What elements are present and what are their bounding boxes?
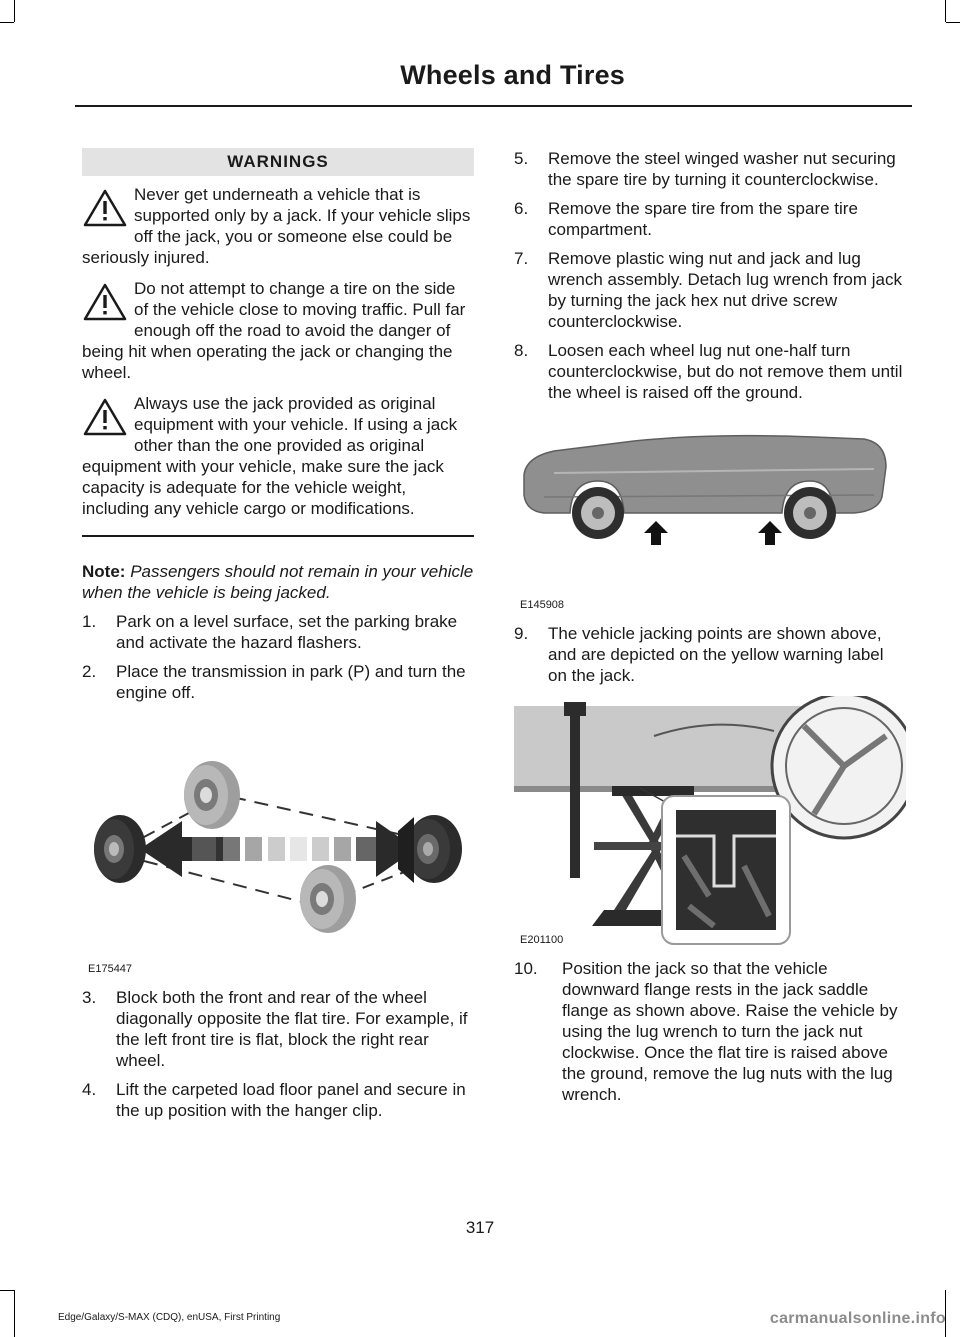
footer-edition: Edge/Galaxy/S-MAX (CDQ), enUSA, First Printing: [58, 1312, 281, 1323]
warning-item: [82, 184, 474, 268]
page-title: Wheels and Tires: [400, 60, 625, 90]
figure-code: E201100: [520, 934, 564, 946]
jack-position-figure: [514, 696, 906, 950]
crop-mark: [946, 22, 960, 23]
wheel-blocking-illustration: [82, 719, 474, 979]
crop-mark: [0, 1290, 14, 1291]
warning-text: Never get underneath a vehicle that is supported only by a jack. If your vehicle slips off the jack, you or someone else could be seriously injured.: [82, 185, 471, 267]
step-item: 1. Park on a level surface, set the parking brake and activate the hazard flashers.: [82, 611, 458, 652]
jacking-points-figure: [514, 415, 906, 615]
figure-code: E175447: [88, 962, 133, 975]
figure-code: E145908: [520, 599, 565, 611]
jack-illustration: [514, 696, 906, 950]
header-rule: [75, 105, 912, 107]
left-column: [82, 148, 474, 1121]
note-paragraph: [82, 561, 474, 603]
note-text: Passengers should not remain in your vehicle when the vehicle is being jacked.: [82, 561, 474, 602]
crop-mark: [14, 0, 15, 22]
page-number: 317: [465, 1218, 495, 1237]
steps-list-right-2: [514, 623, 906, 686]
steps-list-right-1: [514, 148, 906, 403]
crop-mark: [945, 0, 946, 22]
wheel-blocking-figure: [82, 719, 474, 979]
warning-item: [82, 393, 474, 519]
warnings-end-rule: [82, 535, 474, 537]
step-item: 8. Loosen each wheel lug nut one-half turn counterclockwise, but do not remove them until the wheel is raised off the ground.: [514, 341, 903, 402]
note-label: Note:: [82, 561, 126, 581]
step-item: 6. Remove the spare tire from the spare tire compartment.: [514, 199, 858, 239]
warning-triangle-icon: [82, 282, 128, 322]
warnings-heading: WARNINGS: [82, 148, 474, 176]
step-item: 3. Block both the front and rear of the wheel diagonally opposite the flat tire. For example, if the left front tire is flat, block the right rear wheel.: [82, 987, 468, 1070]
step-item: 9. The vehicle jacking points are shown above, and are depicted on the yellow warning label on the jack.: [514, 624, 884, 685]
crop-mark: [0, 22, 14, 23]
step-item: 7. Remove plastic wing nut and jack and lug wrench assembly. Detach lug wrench from jack by turning the jack hex nut drive screw counterclockwise.: [514, 249, 902, 331]
steps-list-left-2: [82, 987, 474, 1121]
step-item: 5. Remove the steel winged washer nut securing the spare tire by turning it counterclockwise.: [514, 149, 896, 189]
warning-text: Always use the jack provided as original equipment with your vehicle. If using a jack other than the one provided as original equipment with your vehicle, make sure the jack capacity is adequate for the vehicle weight, including any vehicle cargo or modifications.: [82, 394, 458, 518]
steps-list-left-1: [82, 611, 474, 703]
right-column: [514, 148, 906, 1105]
step-item: 2. Place the transmission in park (P) and turn the engine off.: [82, 661, 466, 702]
crop-mark: [14, 1290, 15, 1337]
warning-triangle-icon: [82, 188, 128, 228]
step-item: 10. Position the jack so that the vehicle downward flange rests in the jack saddle flange as shown above. Raise the vehicle by using the lug wrench to turn the jack nut clockwise. Once the flat tire is raised above the ground, remove the lug nuts with the lug wrench.: [514, 959, 898, 1104]
steps-list-right-3: [514, 958, 906, 1105]
warning-triangle-icon: [82, 397, 128, 437]
vehicle-side-illustration: [514, 415, 906, 615]
warning-text: Do not attempt to change a tire on the side of the vehicle close to moving traffic. Pull far enough off the road to avoid the danger of being hit when operating the jack or changing the wheel.: [82, 279, 466, 382]
watermark: carmanualsonline.info: [769, 1310, 946, 1327]
step-item: 4. Lift the carpeted load floor panel and secure in the up position with the hanger clip.: [82, 1079, 466, 1120]
warning-item: [82, 278, 474, 383]
